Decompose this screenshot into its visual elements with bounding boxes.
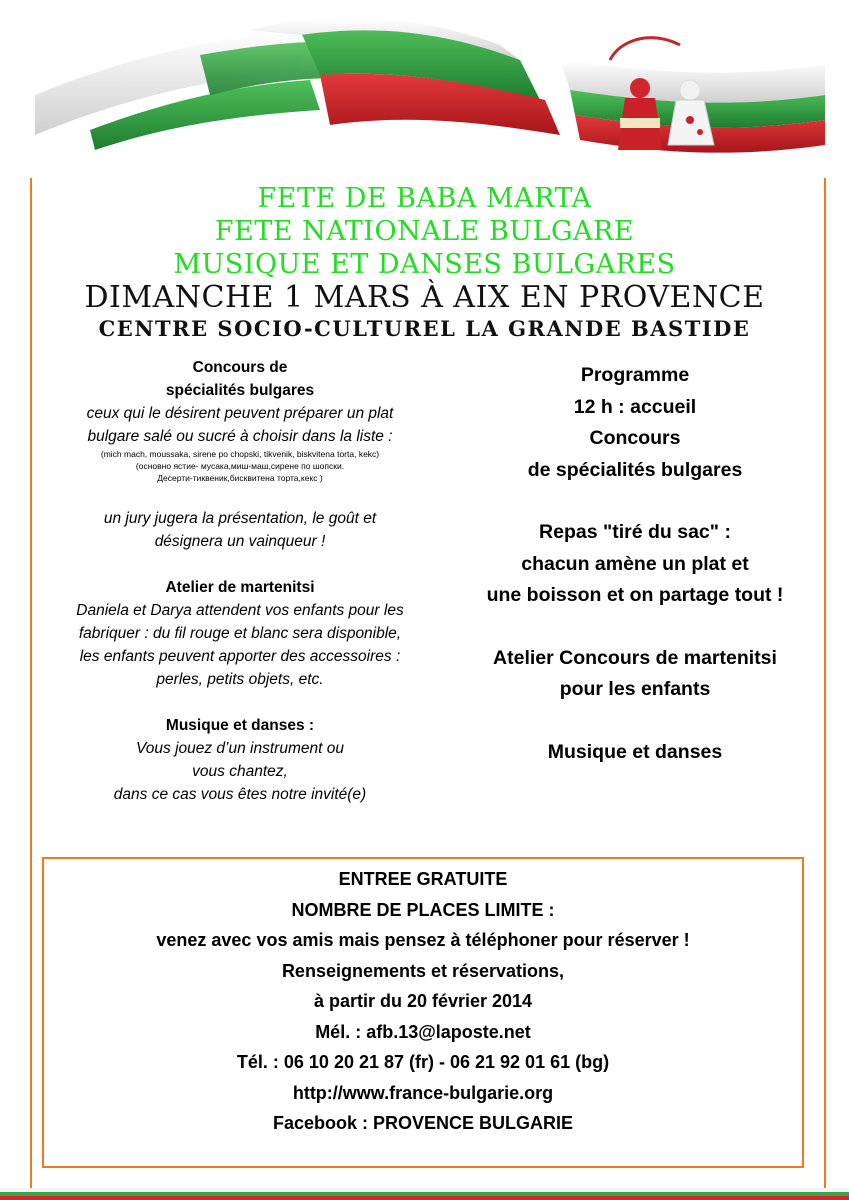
atelier-text-4: perles, petits objets, etc. bbox=[156, 671, 324, 688]
programme-repas-3: une boisson et on partage tout ! bbox=[486, 584, 784, 606]
places-limite: NOMBRE DE PLACES LIMITE : bbox=[291, 899, 555, 920]
title-line-3: MUSIQUE ET DANSES BULGARES bbox=[173, 249, 676, 280]
programme-concours-1: Concours bbox=[589, 427, 681, 449]
musique-text-3: dans ce cas vous êtes notre invité(e) bbox=[113, 786, 367, 803]
programme-column bbox=[440, 360, 830, 768]
email[interactable]: Mél. : afb.13@laposte.net bbox=[315, 1021, 531, 1042]
musique-title: Musique et danses : bbox=[165, 717, 315, 734]
concours-title: Concours de bbox=[192, 359, 288, 376]
left-column bbox=[40, 356, 440, 806]
programme-repas-2: chacun amène un plat et bbox=[521, 552, 749, 575]
website-link[interactable]: http://www.france-bulgarie.org bbox=[292, 1082, 554, 1103]
dish-list-1: (mich mach, moussaka, sirene po chopski, tikvenik, biskvitena torta, kekc) bbox=[100, 449, 380, 459]
atelier-title: Atelier de martenitsi bbox=[165, 579, 315, 596]
atelier-text-2: fabriquer : du fil rouge et blanc sera disponible, bbox=[78, 625, 402, 642]
concours-text-2: bulgare salé ou sucré à choisir dans la liste : bbox=[87, 428, 393, 445]
venue: CENTRE SOCIO-CULTUREL LA GRANDE BASTIDE bbox=[98, 316, 751, 341]
atelier-text-3: les enfants peuvent apporter des accessoires : bbox=[79, 648, 401, 665]
flag-ribbon-banner bbox=[0, 0, 849, 175]
programme-accueil: 12 h : accueil bbox=[573, 395, 697, 418]
facebook: Facebook : PROVENCE BULGARIE bbox=[272, 1113, 574, 1133]
musique-text-1: Vous jouez d’un instrument ou bbox=[136, 740, 344, 757]
renseignements: Renseignements et réservations, bbox=[281, 960, 565, 981]
info-box bbox=[42, 857, 804, 1168]
header-titles bbox=[0, 182, 849, 343]
programme-atelier-1: Atelier Concours de martenitsi bbox=[493, 646, 777, 669]
title-line-2: FETE NATIONALE BULGARE bbox=[214, 216, 635, 247]
jury-text-1: un jury jugera la présentation, le goût et bbox=[103, 510, 377, 527]
entree-gratuite: ENTREE GRATUITE bbox=[338, 869, 508, 889]
programme-atelier-2: pour les enfants bbox=[559, 678, 711, 700]
jury-text-2: désignera un vainqueur ! bbox=[154, 533, 326, 550]
concours-text-1: ceux qui le désirent peuvent préparer un plat bbox=[86, 405, 394, 422]
dish-list-3: Десерти-тиквеник,бисквитена торта,кекс ) bbox=[157, 473, 323, 483]
programme-musique: Musique et danses bbox=[547, 740, 723, 763]
programme-concours-2: de spécialités bulgares bbox=[527, 458, 743, 481]
concours-title-2: spécialités bulgares bbox=[165, 382, 315, 399]
dish-list-2: (основно ястие- мусака,миш-маш,сирене по шопски. bbox=[135, 461, 345, 471]
title-line-1: FETE DE BABA MARTA bbox=[257, 183, 592, 214]
venez-text: venez avec vos amis mais pensez à téléphoner pour réserver ! bbox=[156, 930, 690, 950]
programme-repas-1: Repas "tiré du sac" : bbox=[539, 521, 731, 543]
bottom-flag-bar bbox=[0, 1188, 849, 1200]
reservation-date: à partir du 20 février 2014 bbox=[313, 991, 533, 1011]
musique-text-2: vous chantez, bbox=[192, 763, 288, 780]
programme-title: Programme bbox=[580, 364, 690, 386]
atelier-text-1: Daniela et Darya attendent vos enfants pour les bbox=[76, 602, 404, 619]
date-place: DIMANCHE 1 MARS À AIX EN PROVENCE bbox=[84, 280, 765, 315]
telephone: Tél. : 06 10 20 21 87 (fr) - 06 21 92 01 61 (bg) bbox=[236, 1052, 610, 1072]
